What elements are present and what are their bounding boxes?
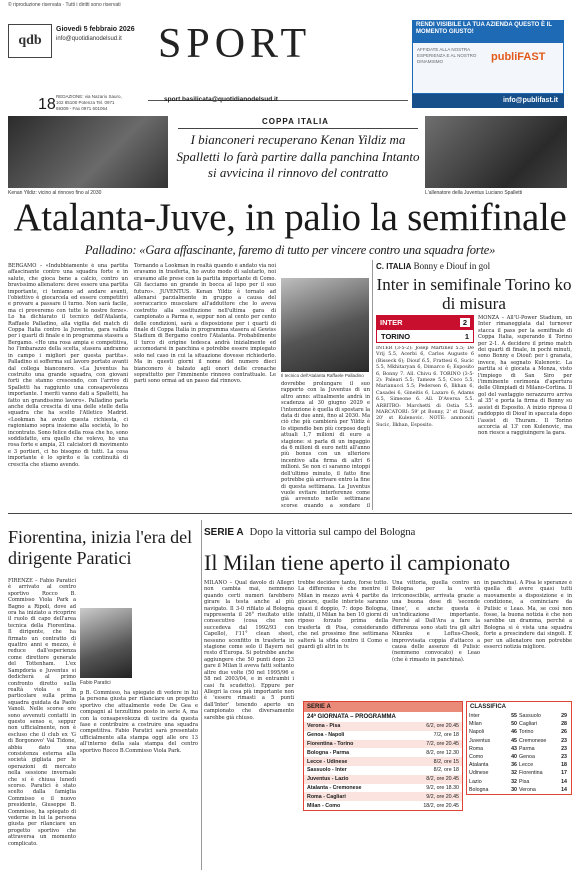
fixture-match: Sassuolo - Inter [307,767,347,774]
spalletti-photo [425,116,567,188]
fixture-date: 9/2, ore 20.45 [426,793,459,800]
sidebar-text: MONZA – All'U-Power Stadium, un Inter rimaneggiata dal turnover stacca il pass per la semifinale di Coppa Italia, superando il Torino per 2-1. A decidere il primo match dei quarti di finale, in pochi minuti, sono Bonny e Diouf: per i granata, invece, ha segnato Kulenovic. La partita si è giocata a Monza, visto l'impiego di San Siro per l'imminente cerimonia d'apertura delle Olimpiadi di Milano-Cortina. Il gol del vantaggio nerazzurro arriva al 35' e porta la firma di Bonny su assist di Esposito. A inizio ripresa il raddoppio di Diouf in spaccata dopo l'assist di Thuram. Il Torino accorcia al 13' con Kulenovic, ma non riesce a raggiuingere la gara. [478,315,572,437]
standings-heading: CLASSIFICA [470,704,506,710]
fixture-match: Atalanta - Cremonese [307,784,362,791]
yildiz-photo [8,116,168,188]
standing-points: 23 [561,745,567,752]
fixture-match: Bologna - Parma [307,749,350,756]
photo-caption-right: L'allenatore della Juventus Luciano Spalletti [425,190,523,196]
page-number: 18 [38,96,56,113]
standing-points: 55 [511,713,517,719]
fixture-match: Juventus - Lazio [307,776,349,783]
standing-points: 14 [561,778,567,785]
main-headline: Atalanta-Juve, in palio la semifinale [13,196,567,239]
standing-points: 30 [511,786,517,793]
article2-col2: p B. Commisso, ha spiegato di vedere in lui la persona giusta per rilanciare un progetto sportivo che attualmente vede De Gea e compagni al terzultimo posto in serie A, ma con la consapevolezza di uscire da questa fase e contribuire a costruire una squadra competitiva. Fabio Paratici sarà presentato ufficialmente alla stampa oggi alle ore 13 all'interno della sala stampa del centro sportivo Rocco B.Commisso Viola Park. [80,690,198,754]
scoreboard [376,315,474,343]
section-title: SPORT [158,21,312,67]
fixture-row [304,766,462,775]
sidebar-lineups: INTER (3-5-2): Josep Martinez 5.5; De Vrij 5.5, Acerbi 6, Carlos Augusto 6 (Bisseck 6); Diouf 6.5, Frattesi 6, Sucic 5.5, Mkhitaryan 6, Dimarco 6; Esposito 6, Bonny 7. All. Chivu 6. TORINO (3-5-2): Paleari 5.5; Tameze 5.5, Coco 5.5, Marianucci 5.5; Pedersen 6, Ilkhan 6, Casadei 6, Gineitis 6, Lazaro 6; Adams 6.5, Simeone 6. All. D'Aversa 5.5. ARBITRO: Marchetti di Ostia 5.5. MARCATORI: 59' pt Bonny, 2' st Diouf, 20' st Kulenovic. NOTE: ammoniti Sucic, Ilkhan, Esposito. [376,346,474,428]
standing-points: 26 [561,729,567,736]
standing-team: Verona [519,786,536,793]
header-email: info@quotidianodelsud.it [56,36,122,42]
sidebar-title: Inter in semifinale Torino ko di misura [376,275,572,313]
standing-team: Parma [519,745,535,752]
article1-col3: dovrebbe prolungare il suo rapporto con la Juventus di un altro anno: attualmente andrà in scadenza al 30 giugno 2029 e l'intenzione è quella di spostare la data di due anni, fino al 2030. Ma ciò che più cambierà per Yildiz è lo stipendio ben più corposo degli attuali 1,7 milioni di euro a stagione: si parla di un ingaggio da 6 milioni di euro netti all'anno più bonus con un ulteriore incentivo alla firma di altri 6 milioni. Se non ci saranno intoppi dell'ultimo minuto, il fatto fine potrebbe già arrivare entro la fine di questa settimana. La Juventus vuole evitare interferenze come già avvenuto nelle settimane scorse quando a sondare il [281,381,370,507]
paratici-photo [80,608,132,678]
standing-team: Genoa [519,753,535,760]
standing-points: 29 [561,713,567,719]
standing-points: 43 [511,745,517,752]
standing-points: 23 [561,737,567,744]
fixtures-heading: 24ª GIORNATA – PROGRAMMA [307,714,396,720]
sidebar-kicker: C. ITALIA Bonny e Diouf in gol [376,261,491,271]
fixture-date: 6/2, ore 20.45 [426,723,459,730]
section-email: sport.basilicata@quotidianodelsud.it [164,96,278,103]
fiorentina-headline: Fiorentina, inizia l'era del dirigente Paratici [8,527,193,568]
photo-caption-left: Kenan Yildiz: vicino al rinnovo fino al 2030 [8,190,102,196]
standing-points: 32 [511,778,517,785]
column-divider [372,260,373,510]
fixture-match: Roma - Cagliari [307,793,346,800]
standing-team: Inter [469,713,480,719]
fixture-row [304,731,462,740]
fixture-match: Genoa - Napoli [307,732,345,739]
coach-caption: Il tecnico dell'Atalanta Raffaele Palladino [281,373,364,378]
standing-team: Pisa [519,778,530,785]
palladino-photo [281,278,369,372]
standing-team: Fiorentina [519,770,543,777]
article1-col2: Tornando a Lookman in realtà quando è andato via noi eravamo in trasferta, ho avuto modo di salutarlo, noi eravamo alle prese con la partita importante di Como. Gli facciamo un grande in bocca al lupo per il suo futuro». JUVENTUS. Kenan Yildiz è tornato ad allenarsi parzialmente in gruppo a causa del sovraccarico muscolare all'adduttore che lo aveva costretto alla sostituzione nell'ultima gara di campionato a Parma e, seppur non al cento per cento delle condizioni, sarà a disposizione per i quarti di finale di Coppa Italia in programma stasera al Gewiss Stadium di Bergamo contro l'Atalanta. Probabilmente il turco di origine tedesca andrà inizialmente ed accomodarsi in panchina e potrebbe essere impiegato solo nel caso in cui la situazione dovesse richiederlo. Ma in questi giorni il nome del numero dieci bianconero è balzato agli onori delle cronache soprattutto per l'imminente rinnovo contrattuale. Le parti sono ormai ad un passo dal rinnovo. [134,263,276,385]
fixture-row [304,722,462,731]
fixture-row [304,740,462,749]
standing-points: 50 [511,721,517,728]
fixture-match: Verona - Pisa [307,723,341,730]
standing-points: 46 [511,729,517,736]
standing-team: Lazio [469,778,482,785]
standing-points: 18 [561,762,567,769]
ad-box [412,42,564,94]
standing-team: Bologna [469,786,489,793]
article1-col1: BERGAMO – «Indubbiamente è una partita affascinante contro una squadra forte e in salute, che gioca bene a calcio, contro un bravissimo allenatore: deve essere una partita importante, ci teniamo ad andare avanti, l'obiettivo è giocarcela ed essere competitivi e provare a passare il turno. Non sarà facile, ma ci proveremo con tutte le nostre forze». Lo ha dichiarato il tecnico dell'Atalanta, Raffaele Palladino, alla vigilia del match di Coppa Italia contro la Juventus, gara valida per i quarti di finale e in programma stasera a Bergamo. «Ho una rosa ampia e competitiva, ho l'imbarazzo della scelta, stasera andranno in campo i migliori per questa partita». Palladino si sofferma sul lavoro portato avanti dal collega bianconero. «La Juventus ha costruito una grande squadra, con giovani forti che stanno crescendo, con l'arrivo di Spalletti ha raggiunto una consapevolezza importante. I meriti vanno dati a Spalletti, ha fatto un grandissimo lavoro». Palladino parla anche della crescita di una delle stelle della squadra che ha scelto l'Atletico Madrid. «Lookman ha avuto questa richiesta, ci ragioniamo sopra insieme alla società, lo ho incontrato. Sono felice della rosa che ho, sono soddisfatto, era quello che volevo, ho una rosa forte e ampia, 21 calciatori di movimento e 3 portieri, ci ho bisogno di tutti. La cosa importante è lo spirito e la continuità di crescita che stiamo avendo. [8,263,128,468]
standing-points: 36 [511,762,517,769]
main-subtitle: Palladino: «Gara affascinante, faremo di tutto per vincere contro una squadra forte» [84,243,496,257]
ad-subtext: AFFIDATE ALLA NOSTRA ESPERIENZA E AL NOSTRO DINAMISMO [417,47,477,64]
standing-points: 32 [511,770,517,777]
newspaper-logo: qdb [8,24,52,58]
standing-team: Juventus [469,737,491,744]
fixture-date: 9/2, ore 18.30 [426,784,459,791]
fixtures-label: SERIE A [304,702,462,712]
ad-brand: publiFAST [491,51,546,63]
column-divider-2 [201,520,202,870]
article2-col1: FIRENZE – Fabio Paratici è arrivato al centro sportivo Rocco B. Commisso Viola Park a Bagno a Ripoli, dove ad ora ha iniziato a ricoprire il ruolo di capo dell'area tecnica della Fiorentina. Il dirigente, che ha firmato un contratto di quattro anni e mezzo, è reduce dall'esperienza come direttore generale del Tottenham. L'ex Sampdoria e Juventus si dedicherà al primo confronto diretto sulla realtà viola e in particolare sulla prima squadra guidata da Paolo Vanoli. Nelle scorse ore sono avvenuti contatti in questo senso e, seppur non ufficialmente, non è escluso che il club ex 'G di Borgonovo' Val Tidone, abbia dato una consistenza esterna alla società gigliata per le operazioni di mercato nella sessione invernale che si è chiusa lunedì scorso. Paratici è stato scelto dalla famiglia Commisso e il nuovo presidente, Giuseppe B. Commisso, ha spiegato di vederne in lui la persona giusta per rilanciare un progetto sportivo che attraversa un momento complicato. [8,578,76,847]
fixture-date: 7/2, ore 18 [433,732,459,739]
standing-team: Lecce [519,762,534,769]
fixture-date: 8/2, ore 12.30 [426,749,459,756]
standing-points: 14 [561,786,567,793]
fixtures-table [303,701,463,811]
seriea-kicker: SERIE A Dopo la vittoria sul campo del Bologna [204,527,416,538]
standing-team: Torino [519,729,534,736]
fixture-row [304,801,462,810]
fixture-row [304,757,462,766]
article3-col1: MILANO – Qual davolo di Allegri non cambia mai, nemmeno quando certi numeri farebbero girare la testa anche al più navigato. Il 3-0 rifilato al Bologna rappresenta il 26° risultato utile consecutivo (cosa che non succedeva dal 1992/93 con Capello), l'11° clean sheet, nessuno sconfitto in trasferta in stagione come solo il Bayern nel resto d'Europa. Si potrebbe anche aggiungere che 50 punti dopo 23 gare il Milan li aveva fatti soltanto altre due volte (50 nel 1995/96 e 58 nel 2003/04, e in entrambi i casi fu scudetto). Eppure per Allegri la cosa più importante non è 'essere rimasti a 5 punti dall'Inter' tenendo aperto un campionato che diversamente sarebbe già chiuso. [204,580,294,721]
fixture-match: Milan - Como [307,802,341,809]
fixture-match: Fiorentina - Torino [307,740,354,747]
standing-team: Udinese [469,770,489,777]
standing-points: 17 [561,770,567,777]
standings-table [466,701,572,795]
article3-col3: Una vittoria, quella contro un Bologna per la verità irriconoscibile, arrivata grazie a una buona dose di 'seconde linee', e anche questa è un'indicazione importante. Perché al Dall'Ara a fare la differenza sono stati tra gli altri Nkunku e Loftus-Cheek, improvvisata coppia d'attacco a causa delle assenze di Pulisic (nemmeno convocato) e Leao (che è rimasto in panchina). [392,580,480,663]
standing-team: Atalanta [469,762,489,769]
redazione-info: REDAZIONE: via Nazario Sauro, 102 85100 Potenza Tel. 0971 69309 - Fax 0971 601064 [56,94,122,111]
standing-team: Cremonese [519,737,547,744]
standing-team: Milan [469,721,482,728]
fixture-row [304,784,462,793]
fixture-row [304,792,462,801]
fixture-date: 8/2, ore 20.45 [426,776,459,783]
standing-team: Como [469,753,484,760]
article-kicker: COPPA ITALIA [262,117,329,126]
kicker-rule [178,128,418,129]
fixture-match: Lecce - Udinese [307,758,348,765]
standing-points: 28 [561,721,567,728]
issue-date: Giovedì 5 febbraio 2026 [56,26,135,33]
section-divider [8,513,572,514]
article-deck: I bianconeri recuperano Kenan Yildiz ma Spalletti lo farà partire dalla panchina Intanto si avvicina il rinnovo del contratto [176,132,420,180]
fixture-date: 8/2, ore 18 [433,767,459,774]
article3-col2: trebbe decidere tanto, forse tutto. La differenza è che mentre il Milan in mezzo avrà 4 partite da giocare, quelle interiste saranno quasi il doppio, 7: dopo Bologna, infatti, il Milan ha ben 10 giorni di riposo forzato prima della trasferta di Pisa, considerando che nel prossimo fine settimana salterà la sfida contro il Como e guardi gli altri in tv. [298,580,388,651]
fixture-date: 8/2, ore 15 [433,758,459,765]
standing-team: Roma [469,745,484,752]
paratici-caption: Fabio Paratici [80,680,111,686]
fixture-date: 18/2, ore 20.45 [423,802,459,809]
score-home: INTER 2 [376,315,474,329]
milan-headline: Il Milan tiene aperto il campionato [204,550,511,575]
standing-points: 23 [561,753,567,760]
ad-contact: info@publifast.it [412,94,564,108]
article3-col4: in panchina). A Pisa le speranze è quella di avere quasi tutti nuovamente a disposizione e in condizione, a cominciare da Pulisic e Leao. Ma, se così non fosse, la buona notizia è che non sarebbe un dramma, perché a Bologna si è vista una squadra forte a prescindere dai singoli. E per un allenatore non potrebbe esserci notizia migliore. [484,580,572,651]
standing-points: 45 [511,737,517,744]
fixture-date: 7/2, ore 20.45 [426,740,459,747]
score-away: TORINO 1 [376,329,474,343]
copyright-line: © riproduzione riservata · Tutti i diritti sono riservati [8,2,121,8]
standing-team: Sassuolo [519,713,541,719]
standing-team: Cagliari [519,721,537,728]
standing-team: Napoli [469,729,485,736]
fixture-row [304,775,462,784]
fixture-row [304,748,462,757]
ad-headline: RENDI VISIBILE LA TUA AZIENDA QUESTO È IL MOMENTO GIUSTO! [412,20,564,42]
standing-points: 40 [511,753,517,760]
